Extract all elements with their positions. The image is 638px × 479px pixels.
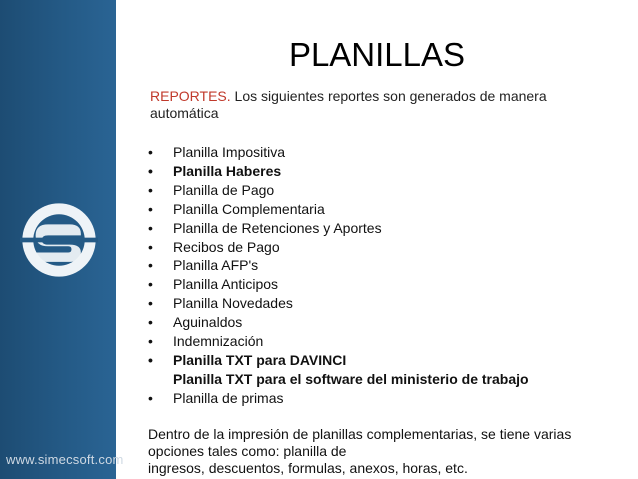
footer-paragraph (148, 426, 628, 477)
footer-line: ingresos, descuentos, formulas, anexos, horas, etc. (148, 460, 468, 476)
list-item (148, 181, 618, 200)
page-title: PLANILLAS (288, 36, 466, 73)
list-item-label: • Recibos de Pago (173, 238, 280, 255)
report-list (148, 143, 618, 408)
list-item (148, 313, 618, 332)
list-item (148, 389, 618, 408)
list-item (148, 294, 618, 313)
list-item-label: • Planilla Novedades (173, 295, 293, 312)
list-item-label: • Planilla Haberes (173, 162, 282, 179)
list-item-label: • Planilla Anticipos (173, 276, 279, 293)
list-item (148, 162, 618, 181)
list-item (148, 238, 618, 257)
list-item (148, 351, 618, 389)
website-url: www.simecsoft.com (6, 452, 124, 467)
list-item (148, 256, 618, 275)
list-item (148, 200, 618, 219)
list-item-label: • Planilla TXT para DAVINCI (173, 351, 347, 368)
list-item (148, 219, 618, 238)
sidebar (0, 0, 124, 479)
list-item-label: • Indemnización (173, 333, 264, 350)
list-item (148, 332, 618, 351)
list-item-label: • Planilla AFP's (173, 257, 259, 274)
footer-line: Dentro de la impresión de planillas complementarias, se tiene varias (148, 426, 572, 442)
intro-text: Los siguientes reportes son generados de manera automática (150, 88, 547, 121)
list-item-label: • Planilla de Pago (173, 181, 275, 198)
list-item (148, 275, 618, 294)
list-item (148, 143, 618, 162)
list-item-label: • Planilla Impositiva (173, 144, 286, 160)
intro-paragraph (150, 88, 600, 122)
list-item-label: • Planilla de Retenciones y Aportes (173, 219, 382, 236)
list-item-label: • Planilla de primas (173, 389, 284, 406)
list-item-label: • Aguinaldos (173, 314, 243, 331)
simecsoft-logo-icon (20, 201, 98, 279)
list-item-label: • Planilla Complementaria (173, 200, 325, 217)
footer-line: opciones tales como: planilla de (148, 443, 347, 459)
list-item-label: Planilla TXT para el software del ministerio de trabajo (173, 370, 529, 387)
reportes-label: REPORTES. (150, 88, 231, 104)
